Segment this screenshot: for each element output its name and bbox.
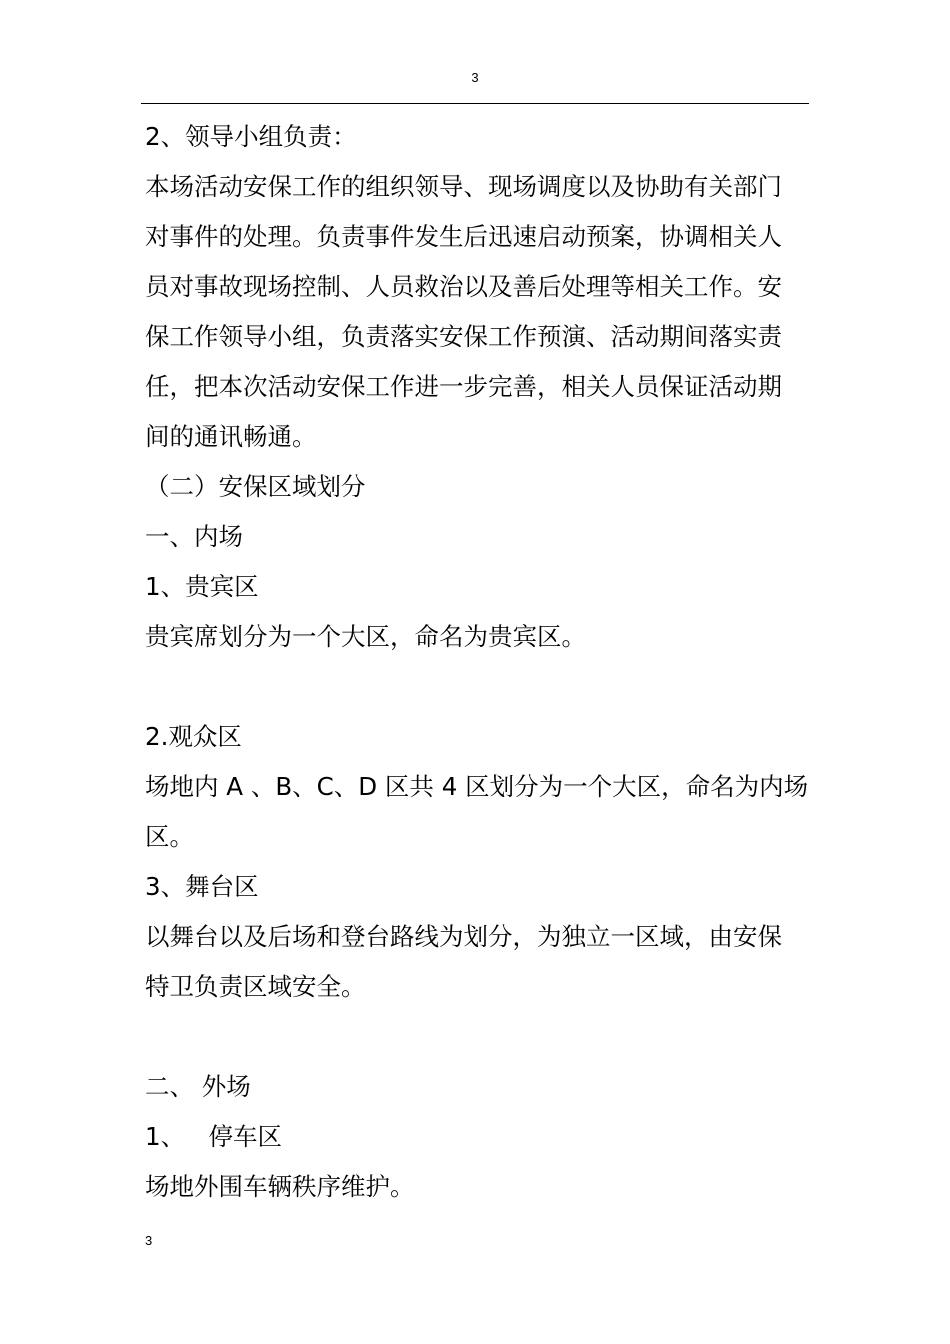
item-heading-stage: 3、舞台区 (145, 872, 259, 901)
document-body (145, 112, 813, 1212)
section-heading-leadership: 2、领导小组负责： (145, 122, 357, 151)
subsection-heading-inner: 一、内场 (145, 522, 243, 551)
item-heading-parking: 1、 停车区 (145, 1122, 282, 1151)
paragraph-line: 本场活动安保工作的组织领导、现场调度以及协助有关部门 (145, 172, 782, 201)
paragraph-line: 以舞台以及后场和登台路线为划分，为独立一区域，由安保 (145, 922, 782, 951)
header-page-number: 3 (471, 70, 479, 85)
item-heading-audience: 2.观众区 (145, 722, 242, 751)
paragraph-line: 保工作领导小组，负责落实安保工作预演、活动期间落实责 (145, 322, 782, 351)
blank-line (145, 662, 813, 712)
paragraph-line: 区。 (145, 822, 194, 851)
paragraph-line: 贵宾席划分为一个大区，命名为贵宾区。 (145, 622, 586, 651)
subsection-heading-outer: 二、 外场 (145, 1072, 251, 1101)
paragraph-line: 对事件的处理。负责事件发生后迅速启动预案，协调相关人 (145, 222, 782, 251)
section-heading-zones: （二）安保区域划分 (145, 472, 366, 501)
header-rule (141, 103, 809, 104)
footer-page-number: 3 (145, 1233, 153, 1248)
paragraph-line: 特卫负责区域安全。 (145, 972, 366, 1001)
paragraph-line: 场地外围车辆秩序维护。 (145, 1172, 415, 1201)
paragraph-line: 间的通讯畅通。 (145, 422, 317, 451)
item-heading-vip: 1、贵宾区 (145, 572, 259, 601)
paragraph-line: 员对事故现场控制、人员救治以及善后处理等相关工作。安 (145, 272, 782, 301)
paragraph-line: 任，把本次活动安保工作进一步完善，相关人员保证活动期 (145, 372, 782, 401)
paragraph-line: 场地内 A 、B、C、D 区共 4 区划分为一个大区，命名为内场 (145, 772, 809, 801)
blank-line (145, 1012, 813, 1062)
